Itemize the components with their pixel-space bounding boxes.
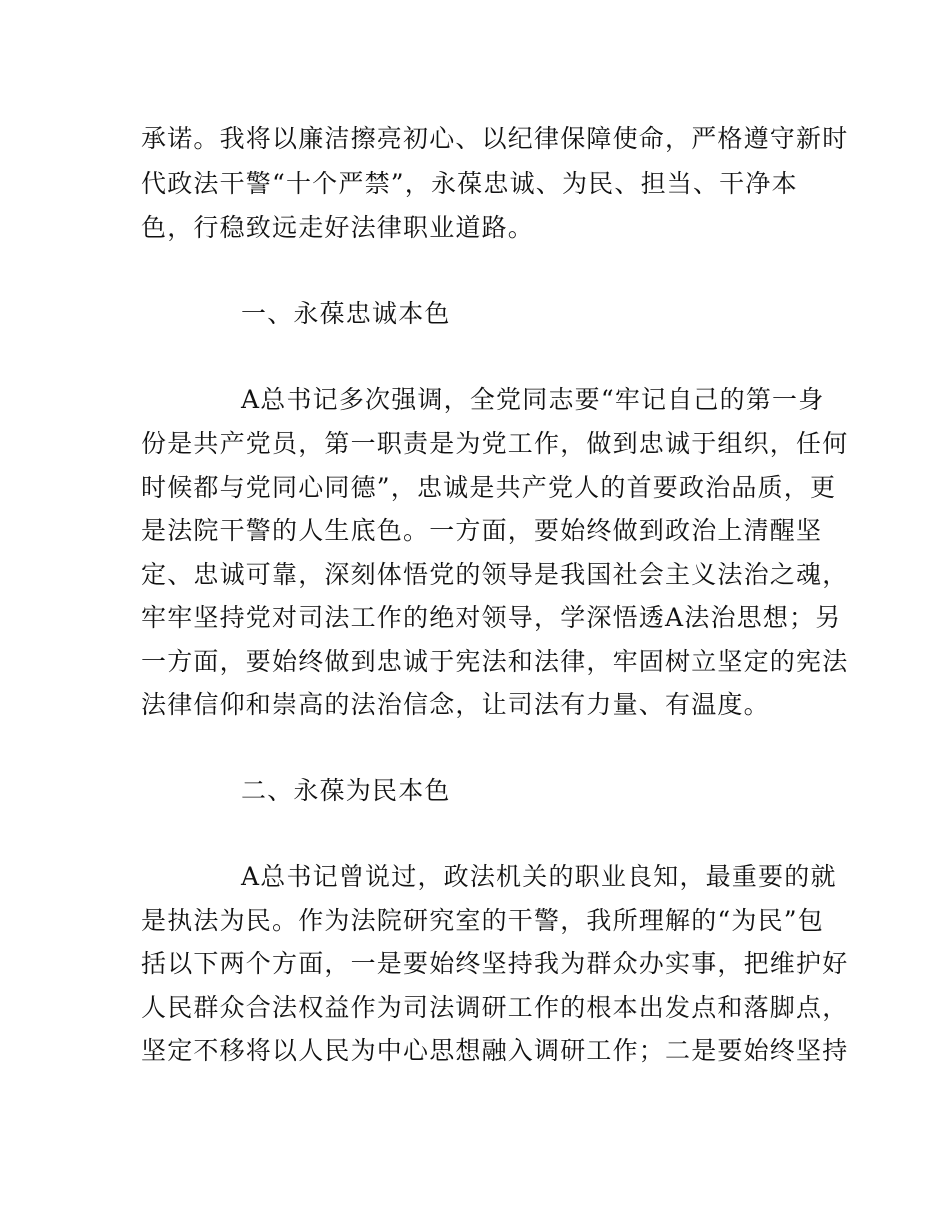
intro-line-3: 色，行稳致远走好法律职业道路。 (141, 213, 535, 242)
section1-line-7: 一方面，要始终做到忠诚于宪法和法律，牢固树立坚定的宪法 (141, 647, 849, 676)
section2-heading: 二、永葆为民本色 (241, 776, 451, 805)
section2-line-3: 括以下两个方面，一是要始终坚持我为群众办实事，把维护好 (141, 949, 849, 978)
section1-heading: 一、永葆忠诚本色 (241, 299, 451, 328)
intro-line-2: 代政法干警“十个严禁”，永葆忠诚、为民、担当、干净本 (141, 169, 798, 198)
section2-line-5: 坚定不移将以人民为中心思想融入调研工作；二是要始终坚持 (141, 1036, 849, 1065)
intro-line-1: 承诺。我将以廉洁擦亮初心、以纪律保障使命，严格遵守新时 (141, 124, 849, 153)
section1-line-1: A总书记多次强调，全党同志要“牢记自己的第一身 (241, 385, 825, 414)
section1-line-4: 是法院干警的人生底色。一方面，要始终做到政治上清醒坚 (141, 516, 823, 545)
section1-line-5: 定、忠诚可靠，深刻体悟党的领导是我国社会主义法治之魂， (141, 560, 849, 589)
section1-line-6: 牢牢坚持党对司法工作的绝对领导，学深悟透A法治思想；另 (141, 603, 842, 632)
section1-line-8: 法律信仰和崇高的法治信念，让司法有力量、有温度。 (141, 690, 770, 719)
section2-line-2: 是执法为民。作为法院研究室的干警，我所理解的“为民”包 (141, 906, 824, 935)
section2-line-1: A总书记曾说过，政法机关的职业良知，最重要的就 (241, 862, 837, 891)
section1-line-2: 份是共产党员，第一职责是为党工作，做到忠诚于组织，任何 (141, 429, 849, 458)
section2-line-4: 人民群众合法权益作为司法调研工作的根本出发点和落脚点， (141, 993, 849, 1022)
section1-line-3: 时候都与党同心同德”，忠诚是共产党人的首要政治品质，更 (141, 473, 837, 502)
